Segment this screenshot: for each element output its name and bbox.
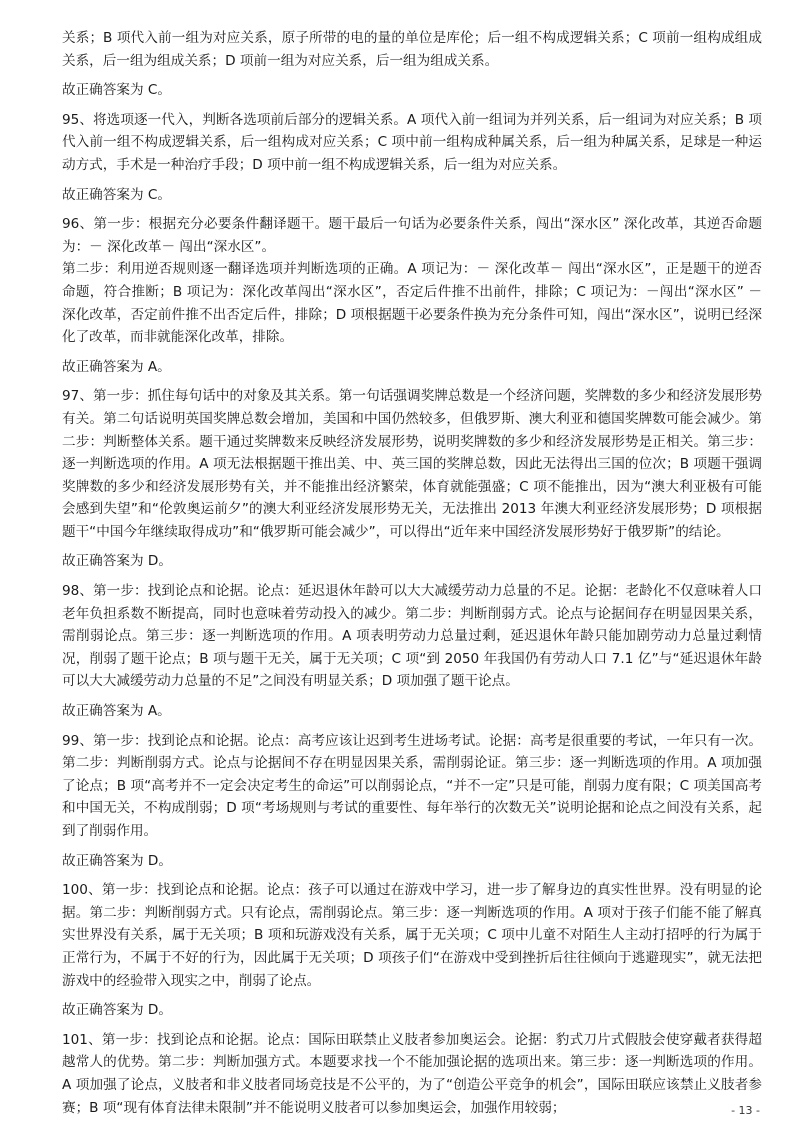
explanation-paragraph: 98、第一步：找到论点和论据。论点：延迟退休年龄可以大大减缓劳动力总量的不足。论据：老龄化不仅意味着人口老年负担系数不断提高，同时也意味着劳动投入的减少。第二步：判断削弱方式。论点与论据间存在明显因果关系，需削弱论点。第三步：逐一判断选项的作用。A 项表明劳动力总量过剩，延迟退休年龄只能加剧劳动力总量过剩情况，削弱了题干论点；B 项与题干无关，属于无关项；C 项“到 2050 年我国仍有劳动人口 7.1 亿”与“延迟退休年龄可以大大减缓劳动力总量的不足”之间没有明显关系；D 项加强了题干论点。 [62, 583, 762, 690]
page-number: - 13 - [731, 1104, 760, 1117]
answer-line: 故正确答案为 D。 [62, 852, 172, 869]
answer-line: 故正确答案为 D。 [62, 1002, 172, 1019]
explanation-paragraph: 97、第一步：抓住每句话中的对象及其关系。第一句话强调奖牌总数是一个经济问题，奖牌数的多少和经济发展形势有关。第二句话说明英国奖牌总数会增加，美国和中国仍然较多，但俄罗斯、澳大利亚和德国奖牌数可能会减少。第二步：判断整体关系。题干通过奖牌数来反映经济发展形势，说明奖牌数的多少和经济发展形势是正相关。第三步：逐一判断选项的作用。A 项无法根据题干推出美、中、英三国的奖牌总数，因此无法得出三国的位次；B 项题干强调奖牌数的多少和经济发展形势有关，并不能推出经济繁荣，体育就能强盛；C 项不能推出，因为“澳大利亚极有可能会感到失望”和“伦敦奥运前夕”的澳大利亚经济发展形势无关，无法推出 2013 年澳大利亚经济发展形势；D 项根据题干“中国今年继续取得成功”和“俄罗斯可能会减少”，可以得出“近年来中国经济发展形势好于俄罗斯”的结论。 [62, 388, 762, 540]
answer-line: 故正确答案为 A。 [62, 703, 171, 720]
explanation-paragraph: 100、第一步：找到论点和论据。论点：孩子可以通过在游戏中学习，进一步了解身边的真实性世界。没有明显的论据。第二步：判断削弱方式。只有论点，需削弱论点。第三步：逐一判断选项的作用。A 项对于孩子们能不能了解真实世界没有关系，属于无关项；B 项和玩游戏没有关系，属于无关项；C 项中儿童不对陌生人主动打招呼的行为属于正常行为，不属于不好的行为，因此属于无关项；D 项孩子们“在游戏中受到挫折后往往倾向于逃避现实”，就无法把游戏中的经验带入现实之中，削弱了论点。 [62, 882, 762, 989]
explanation-paragraph: 96、第一步：根据充分必要条件翻译题干。题干最后一句话为必要条件关系，闯出“深水区” 深化改革，其逆否命题为：－ 深化改革－ 闯出“深水区”。 [62, 216, 762, 255]
answer-line: 故正确答案为 C。 [62, 186, 171, 203]
explanation-paragraph: 95、将选项逐一代入，判断各选项前后部分的逻辑关系。A 项代入前一组词为并列关系，后一组词为对应关系；B 项代入前一组不构成逻辑关系，后一组构成对应关系；C 项中前一组构成种属关系，后一组为种属关系，足球是一种运动方式，手术是一种治疗手段；D 项中前一组不构成逻辑关系，后一组为对应关系。 [62, 111, 762, 173]
answer-line: 故正确答案为 C。 [62, 82, 171, 99]
document-page [62, 27, 762, 1119]
answer-line: 故正确答案为 D。 [62, 553, 172, 570]
explanation-paragraph: 第二步：利用逆否规则逐一翻译选项并判断选项的正确。A 项记为：－ 深化改革－ 闯出“深水区”，正是题干的逆否命题，符合推断；B 项记为：深化改革闯出“深水区”，否定后件推不出前件，排除；C 项记为：－闯出“深水区” － 深化改革，否定前件推不出否定后件，排除；D 项根据题干必要条件换为充分条件可知，闯出“深水区”，说明已经深化了改革，而非就能深化改革，排除。 [62, 261, 762, 346]
explanation-paragraph: 101、第一步：找到论点和论据。论点：国际田联禁止义肢者参加奥运会。论据：豹式刀片式假肢会使穿戴者获得超越常人的优势。第二步：判断加强方式。本题要求找一个不能加强论据的选项出来。第三步：逐一判断选项的作用。A 项加强了论点，义肢者和非义肢者同场竞技是不公平的，为了“创造公平竞争的机会”，国际田联应该禁止义肢者参赛；B 项“现有体育法律未限制”并不能说明义肢者可以参加奥运会，加强作用较弱； [62, 1031, 762, 1116]
explanation-paragraph: 关系；B 项代入前一组为对应关系，原子所带的电的量的单位是库伦；后一组不构成逻辑关系；C 项前一组构成组成关系，后一组为组成关系；D 项前一组为对应关系，后一组为组成关系。 [62, 30, 762, 69]
answer-line: 故正确答案为 A。 [62, 358, 171, 375]
explanation-paragraph: 99、第一步：找到论点和论据。论点：高考应该让迟到考生进场考试。论据：高考是很重要的考试，一年只有一次。第二步：判断削弱方式。论点与论据间不存在明显因果关系，需削弱论证。第三步：逐一判断选项的作用。A 项加强了论点；B 项“高考并不一定会决定考生的命运”可以削弱论点，“并不一定”只是可能，削弱力度有限；C 项美国高考和中国无关，不构成削弱；D 项“考场规则与考试的重要性、每年举行的次数无关”说明论据和论点之间没有关系，起到了削弱作用。 [62, 732, 762, 839]
